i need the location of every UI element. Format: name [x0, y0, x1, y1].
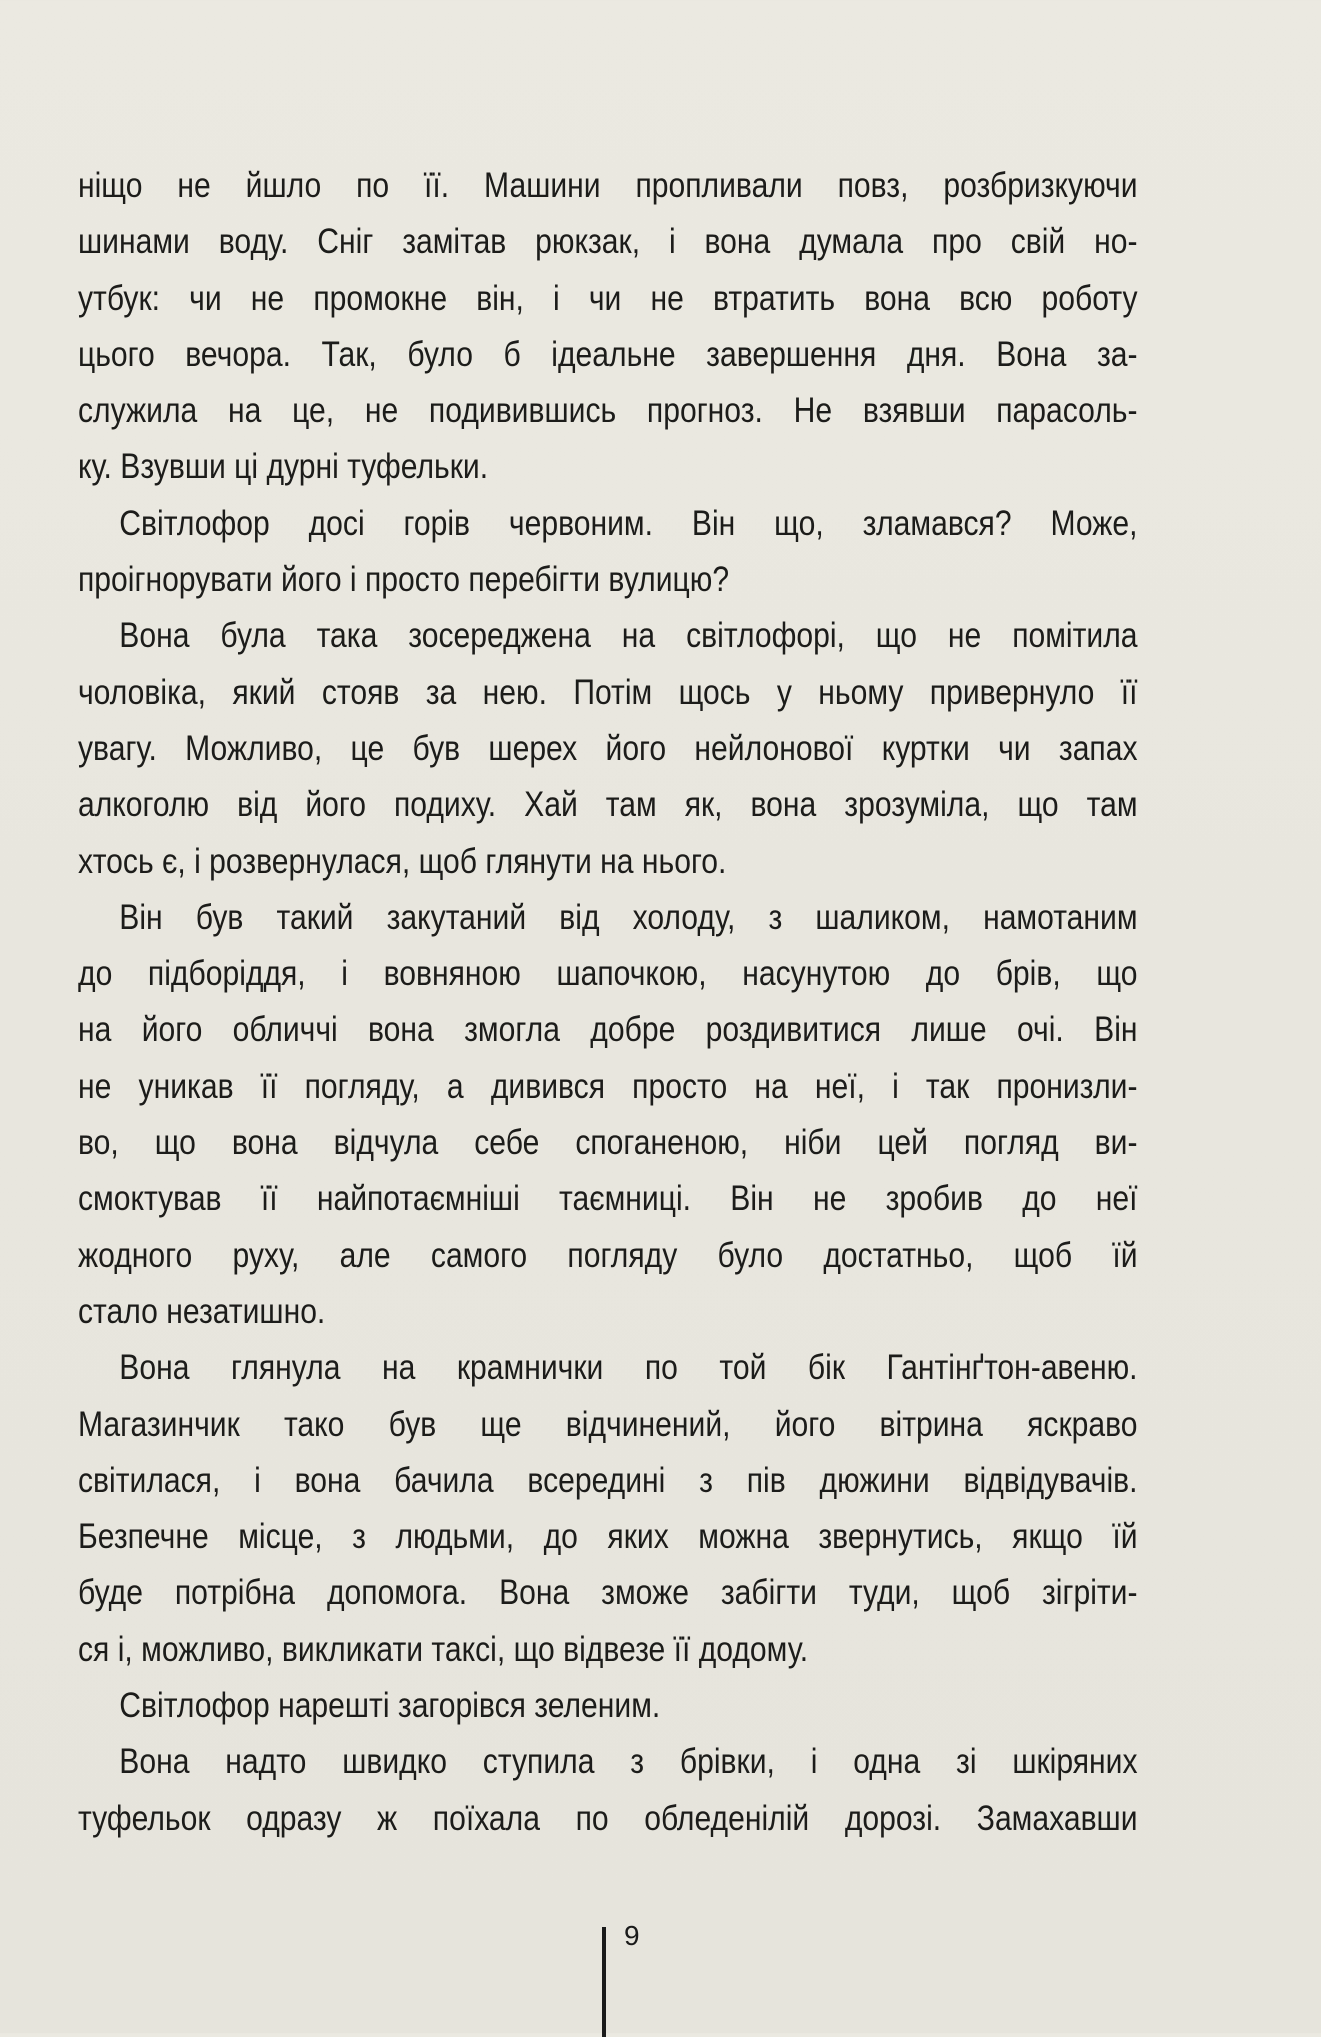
- text-line: на його обличчі вона змогла добре роздивитися лише очі. Він: [78, 1010, 1138, 1050]
- text-line: проігнорувати його і просто перебігти вулицю?: [78, 560, 730, 600]
- text-line: Безпечне місце, з людьми, до яких можна звернутись, якщо їй: [78, 1517, 1138, 1557]
- page-footer: [0, 1920, 1321, 2033]
- text-line: цього вечора. Так, було б ідеальне завершення дня. Вона за-: [78, 334, 1138, 374]
- text-line: Магазинчик тако був ще відчинений, його вітрина яскраво: [78, 1404, 1138, 1444]
- text-line: алкоголю від його подиху. Хай там як, вона зрозуміла, що там: [78, 785, 1138, 825]
- text-line: буде потрібна допомога. Вона зможе забігти туди, щоб зігріти-: [78, 1573, 1138, 1613]
- text-line: увагу. Можливо, це був шерех його нейлонової куртки чи запах: [78, 728, 1138, 768]
- text-line: шинами воду. Сніг замітав рюкзак, і вона думала про свій но-: [78, 222, 1138, 262]
- paragraph: [78, 1734, 1138, 1847]
- book-page-text: [78, 158, 1138, 1847]
- text-line: служила на це, не подивившись прогноз. Не взявши парасоль-: [78, 391, 1138, 431]
- paragraph: [78, 890, 1138, 1340]
- text-line: жодного руху, але самого погляду було достатньо, щоб їй: [78, 1235, 1138, 1275]
- text-line: Вона була така зосереджена на світлофорі, що не помітила: [119, 616, 1138, 656]
- page-number: 9: [624, 1920, 640, 1951]
- text-line: ніщо не йшло по її. Машини пропливали повз, розбризкуючи: [78, 166, 1138, 205]
- paragraph: [78, 1678, 1138, 1734]
- text-line: во, що вона відчула себе споганеною, ніби цей погляд ви-: [78, 1123, 1138, 1163]
- text-line: світилася, і вона бачила всередині з пів дюжини відвідувачів.: [78, 1460, 1138, 1500]
- text-line: чоловіка, який стояв за нею. Потім щось у ньому привернуло її: [78, 672, 1138, 712]
- text-line: стало незатишно.: [78, 1291, 326, 1331]
- paragraph: [78, 608, 1138, 889]
- text-line: Вона глянула на крамнички по той бік Гантінґтон-авеню.: [119, 1348, 1138, 1388]
- paragraph: [78, 158, 1138, 496]
- text-line: ку. Взувши ці дурні туфельки.: [78, 447, 489, 487]
- text-line: туфельок одразу ж поїхала по обледенілій дорозі. Замахавши: [78, 1798, 1138, 1838]
- text-line: хтось є, і розвернулася, щоб глянути на нього.: [78, 841, 727, 881]
- text-line: Світлофор досі горів червоним. Він що, зламався? Може,: [119, 503, 1138, 543]
- text-line: Він був такий закутаний від холоду, з шаликом, намотаним: [119, 897, 1138, 937]
- text-line: Світлофор нарешті загорівся зеленим.: [119, 1686, 661, 1726]
- text-line: утбук: чи не промокне він, і чи не втратить вона всю роботу: [78, 278, 1138, 318]
- footer-vertical-rule: [602, 1927, 606, 2037]
- text-line: смоктував її найпотаємніші таємниці. Він не зробив до неї: [78, 1179, 1138, 1219]
- text-line: ся і, можливо, викликати таксі, що відвезе її додому.: [78, 1629, 809, 1669]
- text-line: до підборіддя, і вовняною шапочкою, насунутою до брів, що: [78, 954, 1138, 994]
- text-line: Вона надто швидко ступила з брівки, і одна зі шкіряних: [119, 1742, 1138, 1782]
- paragraph: [78, 496, 1138, 609]
- paragraph: [78, 1340, 1138, 1678]
- text-line: не уникав її погляду, а дивився просто на неї, і так пронизли-: [78, 1066, 1138, 1106]
